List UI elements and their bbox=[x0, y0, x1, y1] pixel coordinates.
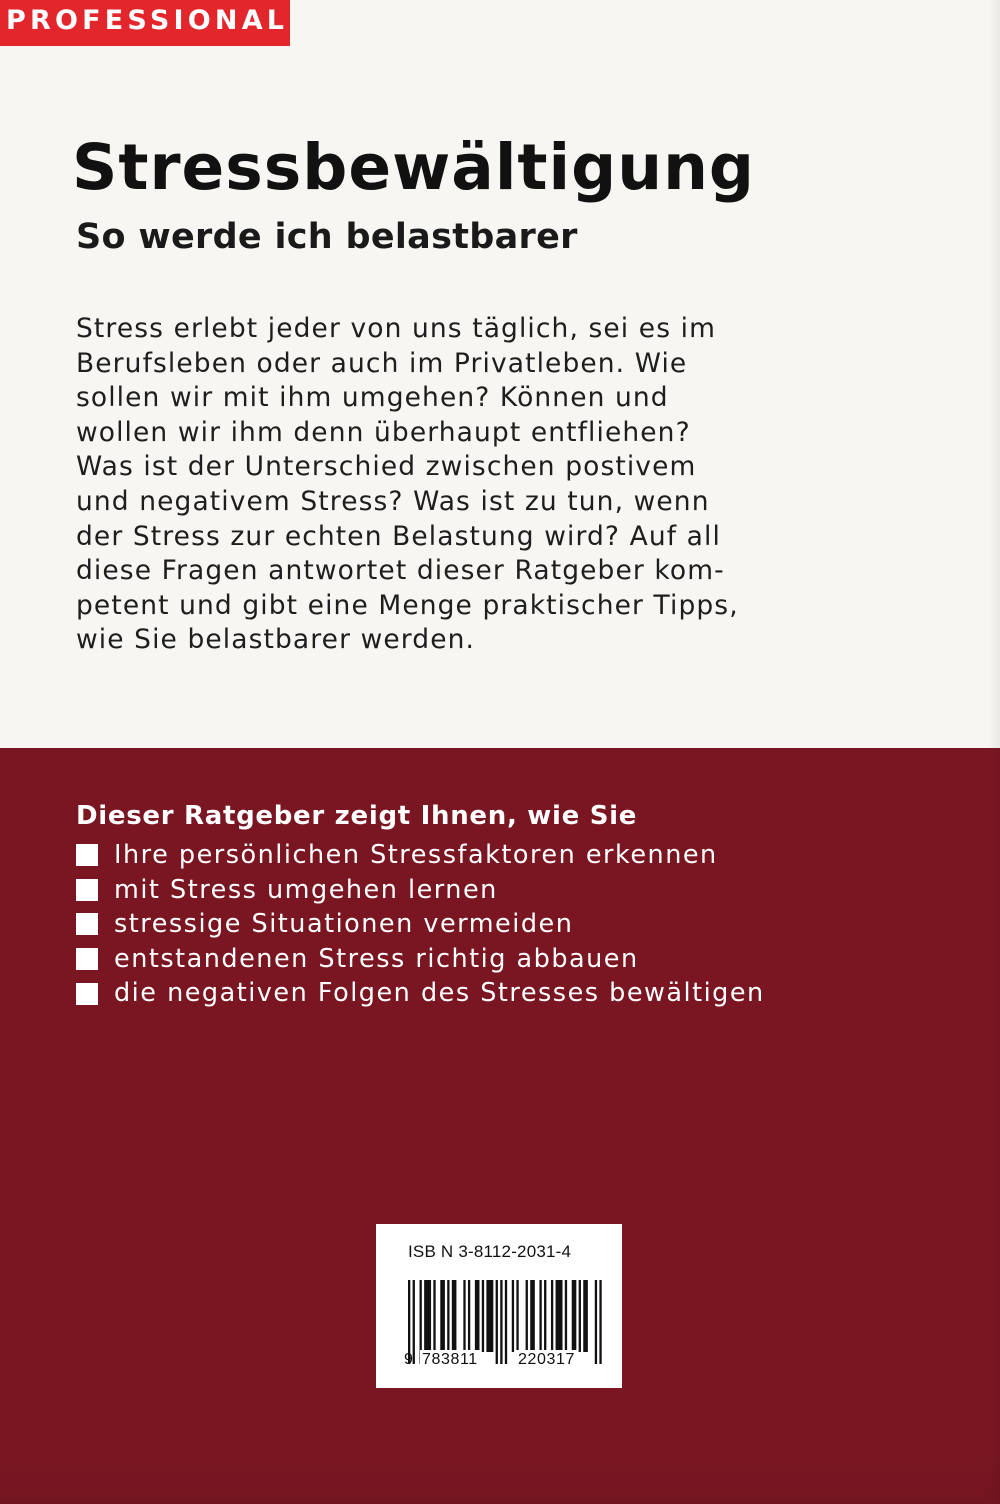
benefit-text: stressige Situationen vermeiden bbox=[114, 909, 574, 940]
barcode-bar bbox=[565, 1280, 567, 1352]
barcode-bar bbox=[475, 1280, 480, 1352]
barcode-bar bbox=[595, 1280, 597, 1364]
book-title: Stressbewältigung bbox=[72, 131, 756, 204]
barcode-bar bbox=[530, 1280, 535, 1352]
benefits-heading: Dieser Ratgeber zeigt Ihnen, wie Sie bbox=[76, 801, 638, 831]
isbn-barcode-box bbox=[376, 1224, 622, 1388]
barcode-bar bbox=[512, 1280, 514, 1352]
barcode-bar bbox=[424, 1280, 431, 1352]
blurb-line: und negativem Stress? Was ist zu tun, wenn bbox=[76, 485, 710, 517]
barcode-bar bbox=[500, 1280, 502, 1364]
barcode-bar bbox=[468, 1280, 470, 1352]
barcode-bar bbox=[505, 1280, 507, 1364]
ean-right-group: 220317 bbox=[518, 1351, 575, 1368]
benefits-list bbox=[76, 838, 765, 1011]
barcode-bar bbox=[447, 1280, 449, 1352]
barcode-bar bbox=[440, 1280, 445, 1352]
list-item bbox=[76, 873, 765, 908]
ean-left-group: 783811 bbox=[422, 1351, 478, 1368]
barcode-bar bbox=[516, 1280, 518, 1352]
barcode-bar bbox=[526, 1280, 528, 1352]
square-bullet-icon bbox=[76, 913, 98, 935]
list-item bbox=[76, 838, 765, 873]
blurb-line: wollen wir ihm denn überhaupt entfliehen? bbox=[76, 416, 691, 448]
blurb-paragraph bbox=[76, 312, 739, 658]
benefit-text: mit Stress umgehen lernen bbox=[114, 874, 498, 905]
blurb-line: diese Fragen antwortet dieser Ratgeber kom- bbox=[76, 555, 725, 587]
square-bullet-icon bbox=[76, 983, 98, 1005]
barcode-bar bbox=[463, 1280, 465, 1352]
barcode-bar bbox=[452, 1280, 457, 1352]
barcode-bar bbox=[539, 1280, 541, 1352]
blurb-line: Stress erlebt jeder von uns täglich, sei es im bbox=[76, 313, 717, 344]
blurb-line: Was ist der Unterschied zwischen postivem bbox=[76, 451, 697, 483]
blurb-line: wie Sie belastbarer werden. bbox=[76, 624, 476, 656]
series-badge-label: PROFESSIONAL bbox=[6, 5, 289, 36]
book-subtitle: So werde ich belastbarer bbox=[76, 217, 578, 257]
barcode-bar bbox=[496, 1280, 498, 1364]
benefit-text: entstandenen Stress richtig abbauen bbox=[114, 943, 639, 974]
square-bullet-icon bbox=[76, 948, 98, 970]
barcode-bar bbox=[433, 1280, 435, 1352]
barcode-bar bbox=[482, 1280, 484, 1352]
list-item bbox=[76, 976, 765, 1011]
blurb-line: der Stress zur echten Belastung wird? Auf all bbox=[76, 520, 721, 552]
list-item bbox=[76, 907, 765, 942]
barcode-bar bbox=[572, 1280, 577, 1352]
benefit-text: die negativen Folgen des Stresses bewältigen bbox=[114, 978, 765, 1009]
barcode-bar bbox=[556, 1280, 563, 1352]
barcode-bar bbox=[486, 1280, 493, 1352]
barcode-bar bbox=[551, 1280, 553, 1352]
barcode-bar bbox=[544, 1280, 546, 1352]
blurb-line: petent und gibt eine Menge praktischer Tipps, bbox=[76, 589, 739, 621]
benefit-text: Ihre persönlichen Stressfaktoren erkennen bbox=[114, 840, 718, 870]
barcode-bar bbox=[579, 1280, 581, 1352]
isbn-number: ISB N 3-8112-2031-4 bbox=[408, 1242, 572, 1261]
square-bullet-icon bbox=[76, 844, 98, 866]
barcode-bar bbox=[583, 1280, 588, 1352]
square-bullet-icon bbox=[76, 879, 98, 901]
list-item bbox=[76, 942, 765, 977]
blurb-line: sollen wir mit ihm umgehen? Können und bbox=[76, 382, 669, 414]
barcode-bar bbox=[599, 1280, 601, 1364]
ean-first-digit: 9 bbox=[404, 1351, 413, 1368]
blurb-line: Berufsleben oder auch im Privatleben. Wie bbox=[76, 347, 688, 379]
series-badge bbox=[0, 0, 290, 46]
